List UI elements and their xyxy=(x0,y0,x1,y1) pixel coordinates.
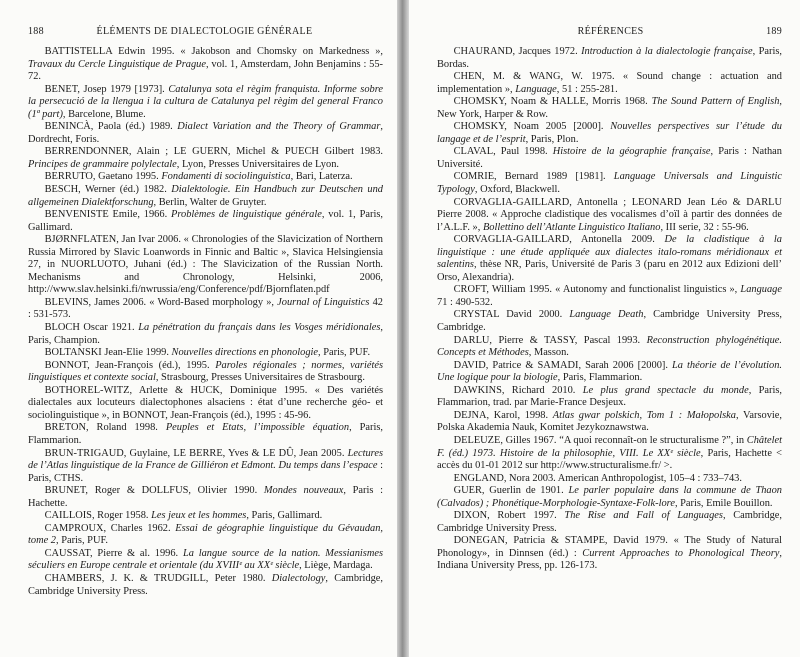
reference-entry xyxy=(437,335,782,360)
reference-text: DEJNA, Karol, 1998. xyxy=(453,409,553,421)
reference-title: De la cladistique à la linguistique : une étude appliquée aux dialectes italo-romans méridionaux et salentins xyxy=(437,234,782,271)
reference-text: BLEVINS, James 2006. « Word-Based morphology », xyxy=(44,296,278,308)
reference-entry xyxy=(28,184,383,209)
book-gutter xyxy=(397,0,409,657)
reference-title: Dialektologie. Ein Handbuch zur Deutschen und allgemeinen Dialektforschung xyxy=(28,184,383,208)
reference-text: BOTHOREL-WITZ, Arlette & HUCK, Dominique 1995. « Des variétés dialectales aux locuteurs dialectophones alsaciens : état d’une recherche géo- et sociolinguistique », in BONNOT, Jean-François (éd.), 1995 : 45-96. xyxy=(28,384,383,421)
reference-text: , Paris, Plon. xyxy=(525,133,579,145)
reference-text: BOLTANSKI Jean-Elie 1999. xyxy=(44,347,172,359)
reference-entry xyxy=(28,121,383,146)
reference-entry xyxy=(28,347,383,360)
reference-entry xyxy=(28,360,383,385)
reference-text: CAUSSAT, Pierre & al. 1996. xyxy=(44,547,183,559)
reference-entry xyxy=(437,410,782,435)
reference-entry xyxy=(28,422,383,447)
reference-text: , Indiana University Press, pp. 126-173. xyxy=(437,547,782,572)
reference-title: Les jeux et les hommes xyxy=(151,510,247,522)
reference-text: , New York, Harper & Row. xyxy=(437,96,783,120)
reference-text: CROFT, William 1995. « Autonomy and functionalist linguistics », xyxy=(453,284,741,296)
reference-title: Nouvelles directions en phonologie xyxy=(171,347,319,359)
reference-text: BATTISTELLA Edwin 1995. « Jakobson and Chomsky on Markedness », xyxy=(44,46,383,57)
reference-text: DAWKINS, Richard 2010. xyxy=(453,384,583,396)
reference-text: , Paris, Flammarion. xyxy=(28,422,383,446)
reference-title: The Sound Pattern of English xyxy=(651,96,780,108)
reference-text: CAILLOIS, Roger 1958. xyxy=(44,510,152,522)
reference-text: , Strasbourg, Presses Universitaires de Strasbourg. xyxy=(155,372,365,384)
reference-entry xyxy=(28,510,383,523)
reference-text: , Paris, Champion. xyxy=(28,322,383,346)
reference-entry xyxy=(28,573,383,598)
reference-entry xyxy=(437,146,782,171)
reference-entry xyxy=(437,234,782,284)
reference-text: , vol. 1, Amsterdam, John Benjamins : 55-72. xyxy=(28,58,384,83)
reference-text: , Paris : Hachette. xyxy=(28,485,384,509)
reference-title: Language Universals and Linguistic Typology xyxy=(437,171,782,196)
reference-text: BENINCÀ, Paola (éd.) 1989. xyxy=(44,121,178,133)
reference-text: , III serie, 32 : 55-96. xyxy=(660,221,749,233)
reference-text: BRUN-TRIGAUD, Guylaine, LE BERRE, Yves & LE DÛ, Jean 2005. xyxy=(44,447,348,459)
reference-text: CORVAGLIA-GAILLARD, Antonella 2009. xyxy=(453,234,665,246)
reference-text: , Dordrecht, Foris. xyxy=(28,121,383,145)
reference-text: CHOMSKY, Noam 2005 [2000]. xyxy=(453,121,611,133)
reference-text: CRYSTAL David 2000. xyxy=(453,309,570,321)
reference-entry xyxy=(28,322,383,347)
reference-title: Dialect Variation and the Theory of Grammar xyxy=(177,121,381,133)
reference-title: Bollettino dell’Atlante Linguistico Italiano xyxy=(482,221,661,233)
reference-text: BESCH, Werner (éd.) 1982. xyxy=(44,184,172,196)
reference-text: GUER, Guerlin de 1901. xyxy=(453,485,569,497)
left-running-title: ÉLÉMENTS DE DIALECTOLOGIE GÉNÉRALE xyxy=(96,26,313,37)
reference-title: Reconstruction phylogénétique. Concepts et Méthodes xyxy=(437,334,783,359)
reference-text: CHAURAND, Jacques 1972. xyxy=(453,46,582,57)
reference-text: , thèse NR, Paris, Université de Paris 3 (paru en 2012 aux Edizioni dell’ Orso, Alexandria). xyxy=(437,259,782,283)
reference-title: Essai de géographie linguistique du Gévaudan, tome 2 xyxy=(28,522,383,547)
reference-title: Current Approaches to Phonological Theory xyxy=(582,547,780,559)
reference-entry xyxy=(28,485,383,510)
right-reference-list xyxy=(437,46,782,573)
reference-text: , Varsovie, Polska Akademia Nauk, Komitet Jezykoznawstwa. xyxy=(437,409,782,434)
reference-text: , Paris : Nathan Université. xyxy=(437,146,782,170)
reference-entry xyxy=(437,71,782,96)
left-page-number: 188 xyxy=(28,26,44,37)
reference-title: Dialectology xyxy=(271,572,326,584)
reference-entry xyxy=(28,385,383,423)
reference-text: , Cambridge University Press, Cambridge. xyxy=(437,309,782,334)
reference-text: , Bari, Laterza. xyxy=(290,171,353,183)
reference-title: La théorie de l’évolution. Une logique pour la biologie xyxy=(437,359,783,384)
reference-title: La pénétration du français dans les Vosges méridionales xyxy=(138,322,381,334)
right-page-number: 189 xyxy=(766,26,782,37)
reference-text: , Paris, Bordas. xyxy=(437,46,782,70)
reference-title: Mondes nouveaux xyxy=(263,485,344,497)
reference-title: Nouvelles perspectives sur l’étude du langage et de l’esprit xyxy=(437,121,782,145)
reference-text: BJØRNFLATEN, Jan Ivar 2006. « Chronologies of the Slavicization of Northern Russia Mirrored by Slavic Loanwords in Finnic and Baltic », Slavica Helsingiensia 27, in NUORLUOTO, Juhani (éd.) : The Slavicization of the Russian North. Mechanisms and Chronology, Helsinki, 2006, http://www.slav.helsinki.fi/nwrussia/eng/Conference/pdf/Bjornflaten.pdf xyxy=(28,234,383,296)
reference-text: , Barcelone, Blume. xyxy=(62,108,146,120)
reference-entry xyxy=(437,46,782,71)
reference-entry xyxy=(437,309,782,334)
reference-title: Lectures de l’Atlas linguistique de la France de Gilliéron et Edmont. Du temps dans l’espace xyxy=(28,447,383,472)
reference-title: Paroles régionales ; normes, variétés linguistiques et contexte social xyxy=(28,359,383,384)
reference-text: BONNOT, Jean-François (éd.), 1995. xyxy=(44,359,216,371)
reference-text: COMRIE, Bernard 1989 [1981]. xyxy=(453,171,614,183)
reference-text: CHOMSKY, Noam & HALLE, Morris 1968. xyxy=(453,96,652,108)
reference-title: La langue source de la nation. Messianismes séculiers en Europe centrale et orientale (du XVIIIᵉ au XXᵉ siècle xyxy=(28,547,384,572)
reference-entry xyxy=(437,473,782,486)
reference-entry xyxy=(28,297,383,322)
reference-entry xyxy=(437,284,782,309)
reference-text: BENET, Josep 1979 [1973]. xyxy=(44,83,169,95)
reference-text: , Paris, PUF. xyxy=(318,347,371,359)
reference-entry xyxy=(437,96,782,121)
reference-text: , Paris, Flammarion, trad. par Marie-France Desjeux. xyxy=(437,384,782,409)
reference-entry xyxy=(437,435,782,473)
right-running-title: RÉFÉRENCES xyxy=(577,26,644,37)
reference-entry xyxy=(28,146,383,171)
reference-text: CHAMBERS, J. K. & TRUDGILL, Peter 1980. xyxy=(44,572,272,584)
reference-title: Châtelet F. (éd.) 1973. Histoire de la philosophie, VIII. Le XXᵉ siècle xyxy=(437,434,782,459)
reference-title: Peuples et Etats, l’impossible équation xyxy=(165,422,350,434)
reference-text: BRUNET, Roger & DOLLFUS, Olivier 1990. xyxy=(44,485,264,497)
reference-entry xyxy=(437,385,782,410)
reference-entry xyxy=(437,121,782,146)
reference-title: Travaux du Cercle Linguistique de Prague xyxy=(28,58,206,70)
reference-title: Catalunya sota el règim franquista. Informe sobre la persecució de la llengua i la cultura de Catalunya pel règim del general Franco (1ª part) xyxy=(28,83,383,120)
reference-text: , Oxford, Blackwell. xyxy=(474,184,561,196)
reference-title: Problèmes de linguistique générale xyxy=(171,209,322,221)
right-running-head xyxy=(437,26,782,37)
reference-text: , Lyon, Presses Universitaires de Lyon. xyxy=(176,158,339,170)
reference-text: DELEUZE, Gilles 1967. “A quoi reconnaît-on le structuralisme ?”, in xyxy=(453,434,747,446)
reference-text: BERRUTO, Gaetano 1995. xyxy=(44,171,162,183)
reference-text: DIXON, Robert 1997. xyxy=(453,510,565,522)
reference-text: , Paris, Emile Bouillon. xyxy=(674,497,773,509)
reference-text: , Paris, PUF. xyxy=(56,535,108,547)
reference-text: BERRENDONNER, Alain ; LE GUERN, Michel & PUECH Gilbert 1983. xyxy=(44,146,383,158)
reference-entry xyxy=(28,448,383,486)
reference-entry xyxy=(437,360,782,385)
reference-title: Histoire de la géographie française xyxy=(552,146,711,158)
reference-title: Principes de grammaire polylectale xyxy=(28,158,177,170)
reference-title: Le plus grand spectacle du monde xyxy=(582,384,749,396)
reference-text: BLOCH Oscar 1921. xyxy=(44,322,139,334)
left-reference-list xyxy=(28,46,383,598)
reference-entry xyxy=(28,46,383,84)
left-running-head xyxy=(28,26,383,37)
reference-title: The Rise and Fall of Languages xyxy=(564,510,723,522)
reference-text: , Cambridge, Cambridge University Press. xyxy=(28,572,383,597)
reference-text: DAVID, Patrice & SAMADI, Sarah 2006 [2000]. xyxy=(453,359,673,371)
reference-text: CHEN, M. & WANG, W. 1975. « Sound change : actuation and implementation », xyxy=(437,71,782,95)
reference-text: ENGLAND, Nora 2003. American Anthropologist, 105–4 : 733–743. xyxy=(453,472,742,484)
reference-title: Journal of Linguistics xyxy=(277,296,370,308)
reference-text: CAMPROUX, Charles 1962. xyxy=(44,522,176,534)
reference-entry xyxy=(28,523,383,548)
reference-text: CLAVAL, Paul 1998. xyxy=(453,146,553,158)
reference-entry xyxy=(437,510,782,535)
reference-text: : Paris, CTHS. xyxy=(28,460,383,484)
reference-text: CORVAGLIA-GAILLARD, Antonella ; LEONARD Jean Léo & DARLU Pierre 2008. « Approche cladistique des vocalismes d’oïl à partir des données de l’A.L.F. », xyxy=(437,196,782,233)
reference-entry xyxy=(28,84,383,122)
reference-text: , Paris, Flammarion. xyxy=(557,372,643,384)
reference-text: 71 : 490-532. xyxy=(437,296,493,308)
reference-entry xyxy=(28,548,383,573)
reference-text: , Paris, Hachette < accès du 01-01 2012 sur http://www.structuralisme.fr/ >. xyxy=(437,447,782,472)
reference-text: , Paris, Gallimard. xyxy=(246,510,323,522)
reference-entry xyxy=(28,209,383,234)
reference-title: Atlas gwar polskich, Tom 1 : Małopolska xyxy=(552,409,736,421)
reference-text: BRETON, Roland 1998. xyxy=(44,422,166,434)
reference-text: , Liège, Mardaga. xyxy=(299,560,373,572)
reference-entry xyxy=(437,535,782,573)
reference-title: Fondamenti di sociolinguistica xyxy=(161,171,291,183)
reference-title: Language Death xyxy=(569,309,644,321)
reference-entry xyxy=(437,197,782,235)
reference-text: 42 : 531-573. xyxy=(28,296,384,321)
reference-text: , Berlin, Walter de Gruyter. xyxy=(153,196,267,208)
left-page xyxy=(0,0,397,657)
reference-title: Language xyxy=(515,83,557,95)
reference-entry xyxy=(437,485,782,510)
reference-text: , 51 : 255-281. xyxy=(556,83,618,95)
reference-text: , Cambridge, Cambridge University Press. xyxy=(437,510,782,534)
reference-entry xyxy=(28,234,383,297)
reference-text: , vol. 1, Paris, Gallimard. xyxy=(28,209,383,233)
reference-title: Language xyxy=(740,284,782,296)
reference-text: DONEGAN, Patricia & STAMPE, David 1979. « The Study of Natural Phonology», in Dinnsen (éd.) : xyxy=(437,535,782,559)
reference-entry xyxy=(437,171,782,196)
reference-entry xyxy=(28,171,383,184)
right-page xyxy=(409,0,800,657)
reference-title: Introduction à la dialectologie française xyxy=(581,46,753,57)
reference-text: DARLU, Pierre & TASSY, Pascal 1993. xyxy=(453,334,647,346)
reference-title: Le parler populaire dans la commune de Thaon (Calvados) ; Phonétique-Morphologie-Syntaxe-Folk-lore xyxy=(437,485,783,509)
reference-text: , Masson. xyxy=(528,347,569,359)
reference-text: BENVENISTE Emile, 1966. xyxy=(44,209,172,221)
